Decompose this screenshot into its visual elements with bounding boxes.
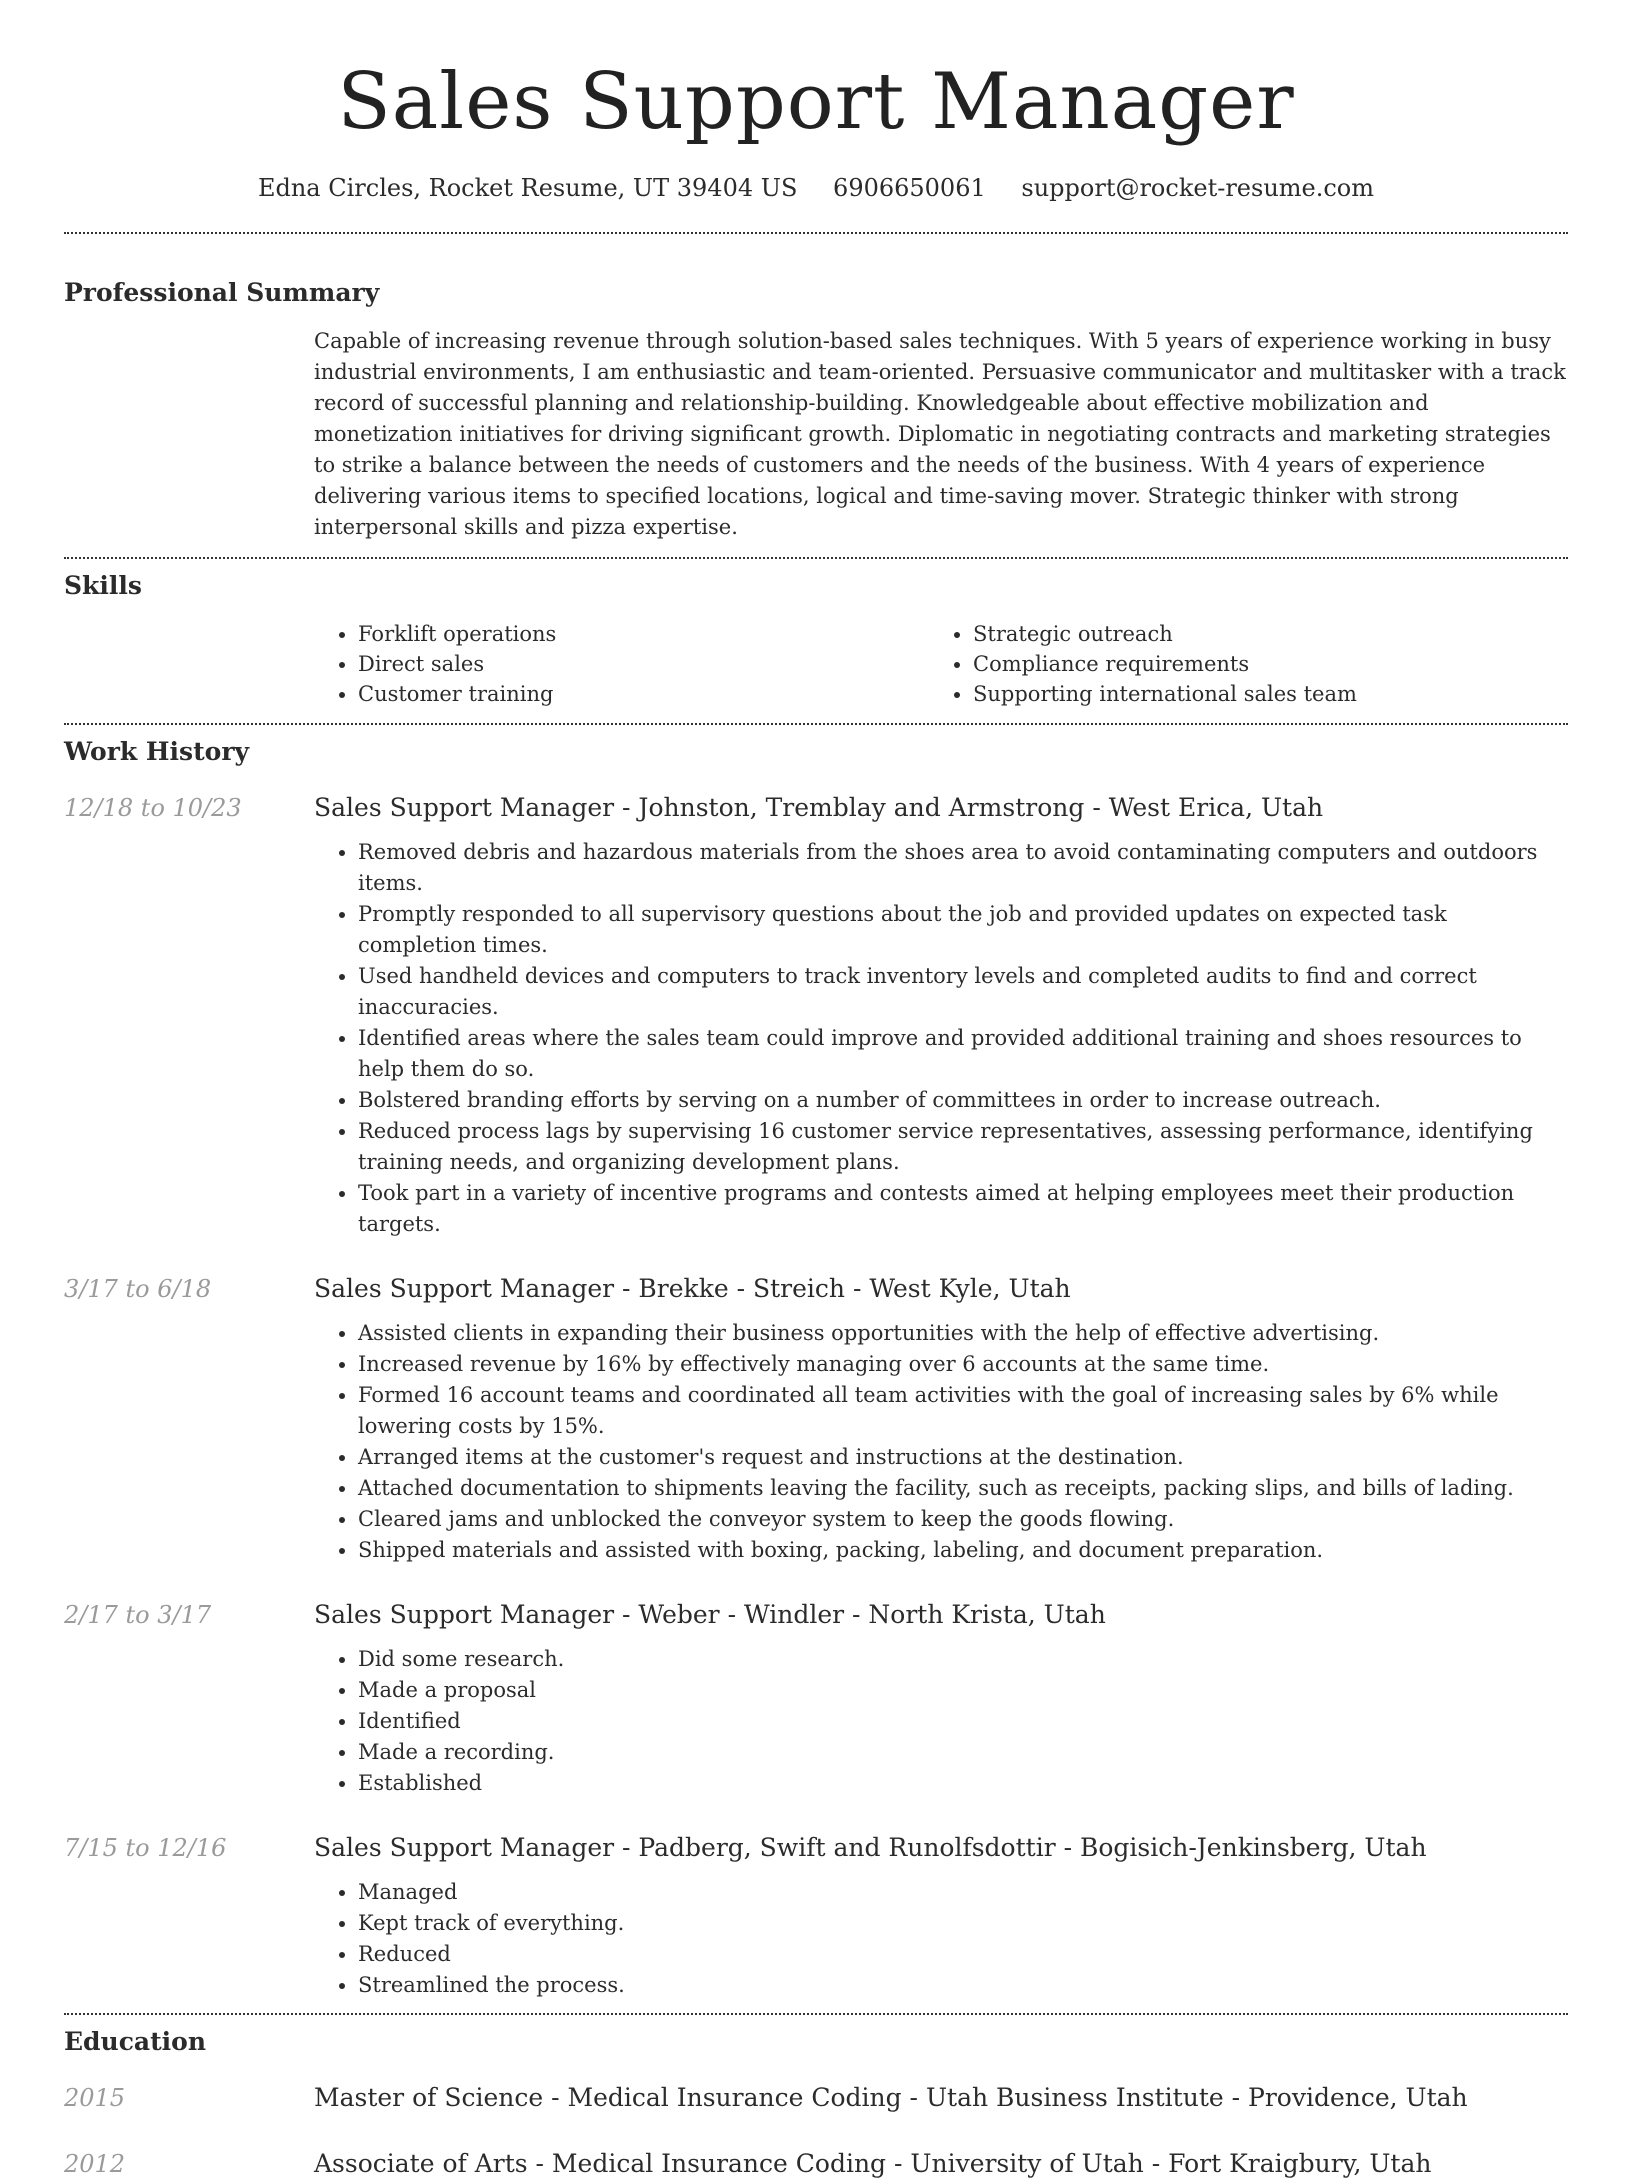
education-degree: Master of Science - Medical Insurance Coding - Utah Business Institute - Providence, Utah — [314, 2083, 1468, 2112]
list-item: • Promptly responded to all supervisory questions about the job and provided updates on expected task completion times. — [358, 899, 1568, 961]
list-item: • Established — [358, 1768, 1568, 1799]
contact-line — [64, 172, 1568, 204]
job-dates: 2/17 to 3/17 — [64, 1601, 212, 1629]
list-item: • Attached documentation to shipments leaving the facility, such as receipts, packing slips, and bills of lading. — [358, 1473, 1568, 1504]
skill-item: • Compliance requirements — [973, 649, 1544, 679]
education-entry — [64, 2147, 1568, 2181]
list-item: • Streamlined the process. — [358, 1970, 1568, 2001]
summary-text: Capable of increasing revenue through solution-based sales techniques. With 5 years of experience working in busy industrial environments, I am enthusiastic and team-oriented. Persuasive communicator and multitasker with a track record of successful planning and relationship-building. Knowledgeable about effective mobilization and monetization initiatives for driving significant growth. Diplomatic in negotiating contracts and marketing strategies to strike a balance between the needs of customers and the needs of the business. With 4 years of experience delivering various items to specified locations, logical and time-saving mover. Strategic thinker with strong interpersonal skills and pizza expertise. — [314, 329, 1566, 539]
job-entry — [64, 791, 1568, 1240]
job-title: Sales Support Manager - Johnston, Tremblay and Armstrong - West Erica, Utah — [314, 793, 1324, 822]
section-title-summary: Professional Summary — [64, 278, 380, 307]
job-dates: 7/15 to 12/16 — [64, 1834, 227, 1862]
divider — [64, 723, 1568, 725]
job-title: Sales Support Manager - Padberg, Swift and Runolfsdottir - Bogisich-Jenkinsberg, Utah — [314, 1833, 1427, 1862]
list-item: • Identified — [358, 1706, 1568, 1737]
job-entry — [64, 1598, 1568, 1799]
skill-item: • Customer training — [358, 679, 929, 709]
contact-email: support@rocket-resume.com — [1021, 174, 1375, 202]
job-dates: 3/17 to 6/18 — [64, 1275, 212, 1303]
page-title: Sales Support Manager — [337, 57, 1295, 147]
divider — [64, 557, 1568, 559]
list-item: • Made a proposal — [358, 1675, 1568, 1706]
list-item: • Assisted clients in expanding their business opportunities with the help of effective advertising. — [358, 1318, 1568, 1349]
list-item: • Bolstered branding efforts by serving on a number of committees in order to increase outreach. — [358, 1085, 1568, 1116]
job-title: Sales Support Manager - Weber - Windler - North Krista, Utah — [314, 1600, 1106, 1629]
job-body — [314, 1272, 1568, 1566]
contact-address: Edna Circles, Rocket Resume, UT 39404 US — [257, 174, 798, 202]
contact-phone: 6906650061 — [833, 174, 986, 202]
list-item: • Removed debris and hazardous materials from the shoes area to avoid contaminating computers and outdoors items. — [358, 837, 1568, 899]
education-degree: Associate of Arts - Medical Insurance Coding - University of Utah - Fort Kraigbury, Utah — [314, 2149, 1432, 2178]
list-item: • Did some research. — [358, 1644, 1568, 1675]
list-item: • Managed — [358, 1877, 1568, 1908]
education-year: 2015 — [64, 2084, 126, 2112]
job-entry — [64, 1272, 1568, 1566]
divider — [64, 2013, 1568, 2015]
list-item: • Arranged items at the customer's request and instructions at the destination. — [358, 1442, 1568, 1473]
list-item: • Used handheld devices and computers to track inventory levels and completed audits to find and correct inaccuracies. — [358, 961, 1568, 1023]
skill-item: • Forklift operations — [358, 619, 929, 649]
job-bullets — [314, 1644, 1568, 1799]
list-item: • Shipped materials and assisted with boxing, packing, labeling, and document preparation. — [358, 1535, 1568, 1566]
job-bullets — [314, 837, 1568, 1240]
section-title-work-history: Work History — [64, 737, 250, 766]
skills-column-right — [929, 619, 1544, 709]
job-body — [314, 1598, 1568, 1799]
job-entry — [64, 1831, 1568, 2001]
job-bullets — [314, 1318, 1568, 1566]
section-title-skills: Skills — [64, 571, 142, 600]
list-item: • Formed 16 account teams and coordinated all team activities with the goal of increasing sales by 6% while lowering costs by 15%. — [358, 1380, 1568, 1442]
list-item: • Cleared jams and unblocked the conveyor system to keep the goods flowing. — [358, 1504, 1568, 1535]
job-dates: 12/18 to 10/23 — [64, 794, 242, 822]
education-year: 2012 — [64, 2150, 126, 2178]
list-item: • Made a recording. — [358, 1737, 1568, 1768]
job-bullets — [314, 1877, 1568, 2001]
skills-column-left — [314, 619, 929, 709]
job-title: Sales Support Manager - Brekke - Streich - West Kyle, Utah — [314, 1274, 1071, 1303]
skill-item: • Supporting international sales team — [973, 679, 1544, 709]
list-item: • Kept track of everything. — [358, 1908, 1568, 1939]
divider — [64, 232, 1568, 234]
list-item: • Identified areas where the sales team could improve and provided additional training and shoes resources to help them do so. — [358, 1023, 1568, 1085]
education-entry — [64, 2081, 1568, 2115]
list-item: • Reduced process lags by supervising 16 customer service representatives, assessing performance, identifying training needs, and organizing development plans. — [358, 1116, 1568, 1178]
list-item: • Reduced — [358, 1939, 1568, 1970]
list-item: • Took part in a variety of incentive programs and contests aimed at helping employees meet their production targets. — [358, 1178, 1568, 1240]
skill-item: • Direct sales — [358, 649, 929, 679]
section-title-education: Education — [64, 2027, 207, 2056]
job-body — [314, 1831, 1568, 2001]
list-item: • Increased revenue by 16% by effectively managing over 6 accounts at the same time. — [358, 1349, 1568, 1380]
skill-item: • Strategic outreach — [973, 619, 1544, 649]
skills-list — [314, 619, 1568, 709]
job-body — [314, 791, 1568, 1240]
